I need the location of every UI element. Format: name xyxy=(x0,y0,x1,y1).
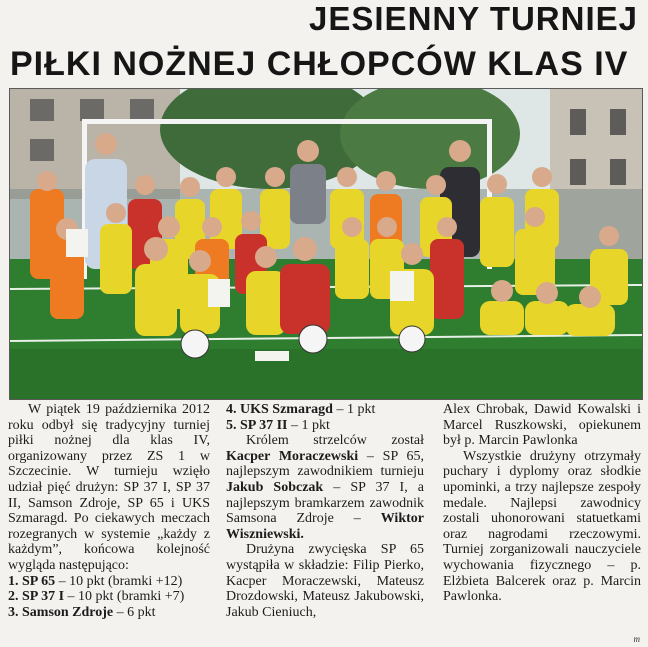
best-goalkeeper-name: Wiktor Wiszniewski. xyxy=(226,511,424,542)
awards-text-a: Królem strzelców został xyxy=(246,433,424,449)
awards-paragraph xyxy=(226,433,424,542)
text-column-3 xyxy=(443,402,641,640)
result-1 xyxy=(8,574,210,590)
result-5-score: – 1 pkt xyxy=(287,417,330,433)
result-4-score: – 1 pkt xyxy=(332,402,376,417)
team-photo xyxy=(9,88,643,400)
intro-paragraph: W piątek 19 października 2012 roku odbył się tradycyjny turniej piłki nożnej dla klas IV, organizowany przez ZS 1 w Szczecinie. W turnieju wzięło udział pięć drużyn: SP 37 I, SP 37 II, Samson Zdroje, SP 65 i UKS Szmaragd. Po ciekawych meczach rozegranych w systemie „każdy z każdym”, końcowa kolejność wygląda następująco: xyxy=(8,402,210,573)
text-column-2 xyxy=(226,402,424,640)
result-2 xyxy=(8,589,210,605)
headline-line-2: PIŁKI NOŻNEJ CHŁOPCÓW KLAS IV xyxy=(10,45,629,83)
result-2-score: – 10 pkt (bramki +7) xyxy=(64,589,185,605)
result-1-team: 1. SP 65 xyxy=(8,573,56,589)
awards-text-c: – SP 37 I, a najlepszym bramkarzem zawodnik Samsona Zdroje – xyxy=(226,479,424,527)
text-column-1 xyxy=(8,402,210,640)
closing-paragraph: Wszystkie drużyny otrzymały puchary i dyplomy oraz słodkie upominki, a trzy najlepsze zespoły medale. Najlepsi zawodnicy zostali uhonorowani statuetkami oraz nagrodami rzeczowymi. Turniej zorganizowali nauczyciele wychowania fizycznego – p. Elżbieta Balcerek oraz p. Marcin Pawlonka. xyxy=(443,448,641,605)
squad-paragraph: Drużyna zwycięska SP 65 wystąpiła w składzie: Filip Pierko, Kacper Moraczewski, Mateusz Drozdowski, Mateusz Jakubowski, Jakub Cieniuch, xyxy=(226,542,424,620)
top-scorer-name: Kacper Moraczewski xyxy=(226,448,359,464)
result-1-score: – 10 pkt (bramki +12) xyxy=(55,573,183,589)
article-headline xyxy=(0,0,648,88)
result-3-score: – 6 pkt xyxy=(113,604,156,620)
result-3-team: 3. Samson Zdroje xyxy=(8,604,114,620)
best-player-name: Jakub Sobczak xyxy=(226,479,324,495)
author-signature: m xyxy=(633,634,640,644)
result-3 xyxy=(8,605,210,621)
result-5-team: 5. SP 37 II xyxy=(226,417,288,433)
awards-text-b: – SP 65, najlepszym zawodnikiem turnieju xyxy=(226,448,424,480)
result-4-team: 4. UKS Szmaragd xyxy=(226,402,333,417)
headline-line-1: JESIENNY TURNIEJ xyxy=(309,0,638,37)
result-2-team: 2. SP 37 I xyxy=(8,589,65,605)
result-5 xyxy=(226,418,424,434)
squad-continued: Alex Chrobak, Dawid Kowalski i Marcel Ruszkowski, opiekunem był p. Marcin Pawlonka xyxy=(443,402,641,449)
result-4 xyxy=(226,402,424,418)
